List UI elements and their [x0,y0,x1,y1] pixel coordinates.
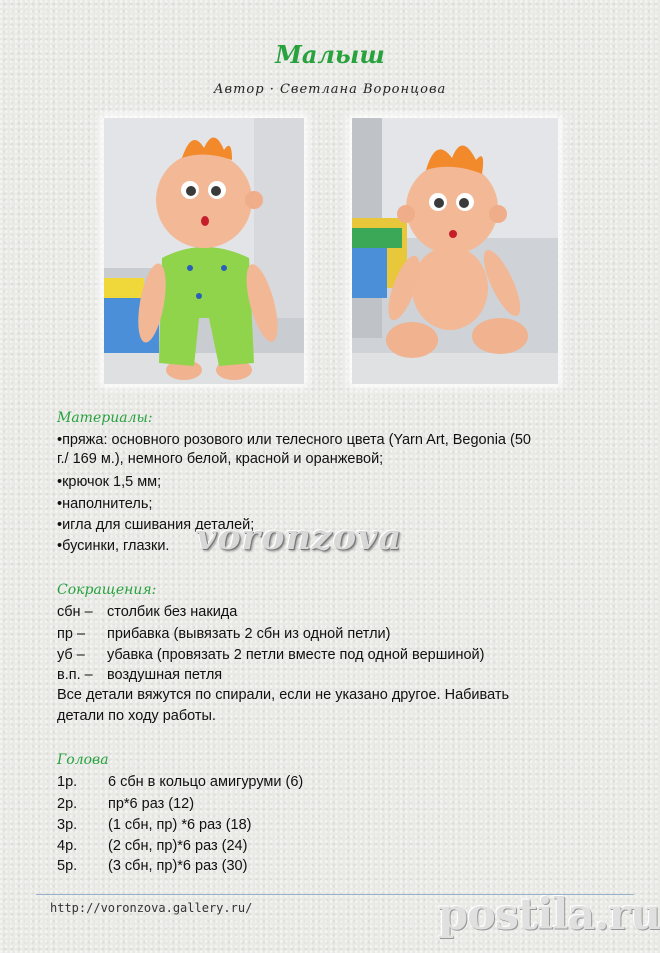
materials-line: •игла для сшивания деталей; [57,517,255,533]
abbreviation-definition: прибавка (вывязать 2 сбн из одной петли) [107,626,391,642]
author-line: Автор · Светлана Воронцова [213,82,447,97]
page-title: Малыш [275,40,385,69]
instructions-note: детали по ходу работы. [57,708,216,724]
head-heading: Голова [57,752,109,768]
abbreviation-term: уб – [57,647,85,663]
pattern-row [57,795,194,814]
row-number: 5р. [57,858,78,874]
row-instruction: пр*6 раз (12) [108,796,195,812]
row-instruction: 6 сбн в кольцо амигуруми (6) [108,774,304,790]
postila-watermark: postila.ru [438,890,660,940]
abbreviation-definition: столбик без накида [107,604,238,620]
pattern-row [57,837,247,856]
instructions-note: Все детали вяжутся по спирали, если не указано другое. Набивать [57,687,510,703]
pattern-row [57,857,247,876]
abbreviation-row [57,625,391,644]
materials-line: •пряжа: основного розового или телесного цвета (Yarn Art, Begonia (50 [57,432,531,448]
abbreviations-heading: Сокращения: [57,582,157,598]
row-number: 3р. [57,817,78,833]
abbreviation-term: в.п. – [57,667,93,683]
photo-doll-sitting [352,118,558,384]
materials-line: •крючок 1,5 мм; [57,474,162,490]
voronzova-watermark: voronzova [196,517,403,558]
row-number: 4р. [57,838,78,854]
materials-heading: Материалы: [57,410,153,426]
materials-line: •наполнитель; [57,496,153,512]
row-number: 2р. [57,796,78,812]
pattern-row [57,773,303,792]
materials-line: •бусинки, глазки. [57,538,170,554]
abbreviation-term: пр – [57,626,86,642]
row-instruction: (2 сбн, пр)*6 раз (24) [108,838,248,854]
photo-doll-overalls [104,118,304,384]
abbreviation-definition: воздушная петля [107,667,223,683]
materials-line: г./ 169 м.), немного белой, красной и оранжевой; [57,451,384,467]
row-instruction: (1 сбн, пр) *6 раз (18) [108,817,252,833]
footer-url-link[interactable]: http://voronzova.gallery.ru/ [50,901,253,915]
abbreviation-row [57,666,222,685]
abbreviation-term: сбн – [57,604,93,620]
abbreviation-definition: убавка (провязать 2 петли вместе под одной вершиной) [107,647,485,663]
row-number: 1р. [57,774,78,790]
photo-doll-sitting-image [352,118,558,384]
row-instruction: (3 сбн, пр)*6 раз (30) [108,858,248,874]
abbreviation-row [57,603,237,622]
abbreviation-row [57,646,484,665]
photo-doll-overalls-image [104,118,304,384]
pattern-row [57,816,251,835]
